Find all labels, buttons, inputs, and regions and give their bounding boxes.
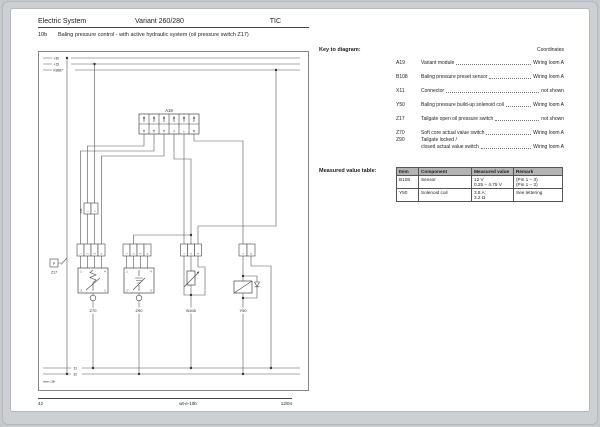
key-item-desc: Tailgate open oil pressure switch (421, 116, 494, 122)
table-header-cell: Measured value (472, 168, 514, 175)
key-item (319, 88, 564, 94)
cell-measured-value (472, 189, 514, 201)
key-item-leader (489, 78, 531, 79)
key-item-code: Z70 (396, 130, 405, 136)
remark-line1: (Pin 1 – 3) (516, 177, 538, 182)
a19-pin-4: 11 (172, 130, 176, 133)
z70-corner-1: 1 (80, 270, 82, 274)
key-item (319, 74, 564, 80)
key-header (319, 47, 564, 53)
cell-item: Y50 (397, 189, 419, 201)
measured-value-line2: 3.2 Ω (474, 195, 486, 200)
z90-label: Z90 (135, 308, 143, 313)
z90-corner-4: 4 (150, 270, 152, 274)
key-item-leader (481, 148, 531, 149)
key-item-desc: Baling pressure preset sensor (421, 74, 488, 80)
measured-value-line1: 12 V (474, 177, 484, 182)
key-item-coord: Wiring loom A (533, 102, 564, 108)
b108-pin-2: 2 (189, 253, 193, 255)
key-item-coord: not shown (541, 116, 564, 122)
z90-pin-2: 2 (132, 253, 136, 255)
key-item-code: Y50 (396, 102, 405, 108)
footer-doc-code: wt-e-10b (179, 401, 197, 406)
page-subtitle (38, 32, 249, 38)
key-item-desc: Soft core actual value switch (421, 130, 485, 136)
table-body (397, 175, 562, 201)
page-header (38, 18, 281, 25)
z90-pin-4: 4 (146, 253, 150, 255)
footer-page-number: 42 (38, 401, 44, 406)
ground-label-31: 31 (73, 366, 78, 371)
z70-corner-2: 2 (80, 289, 82, 293)
header-center: Variant 260/280 (135, 18, 184, 25)
key-item (319, 137, 564, 143)
x11-pin-1: 1 (87, 210, 90, 212)
table-row (397, 188, 562, 201)
b108-pin-1: 1 (182, 253, 186, 255)
key-item-coord: Wiring loom A (533, 130, 564, 136)
a19-pin-5: 7 (182, 131, 186, 133)
subtitle-number: 10b (38, 32, 48, 38)
table-header-row (397, 168, 562, 175)
right-column (319, 47, 564, 202)
measured-value-line2: 0.25 – 4.75 V (474, 182, 502, 187)
key-item-coord: not shown (541, 88, 564, 94)
key-item-coord: Wiring loom A (533, 74, 564, 80)
header-right: TIC (269, 18, 281, 25)
cell-item: B108 (397, 176, 419, 188)
diagram-note: swm-10b (43, 379, 56, 384)
y50-pin-2: 2 (249, 253, 253, 255)
key-item-desc: Variant module (421, 60, 455, 66)
key-item-leader (456, 64, 531, 65)
footer-date: 13/04 (280, 401, 292, 406)
header-rule (38, 27, 309, 28)
x11-label: X11 (79, 208, 83, 214)
table-header-cell: Remark (516, 169, 534, 174)
key-item (319, 130, 564, 136)
z17-symbol: P (52, 262, 56, 266)
z17-label: Z17 (50, 270, 58, 275)
z70-corner-3: 3 (104, 289, 106, 293)
z70-corner-4: 4 (104, 270, 106, 274)
coordinates-label: Coordinates (537, 47, 564, 53)
key-item-leader (495, 120, 539, 121)
y50-label: Y50 (239, 308, 247, 313)
remark-line2: (Pin 1 – 2) (516, 182, 538, 187)
z70-pin-1: 1 (79, 253, 83, 255)
z90-corner-1: 1 (126, 270, 128, 274)
key-item (319, 144, 564, 150)
z70-label: Z70 (89, 308, 97, 313)
z70-pin-3: 3 (93, 253, 97, 255)
document-page (10, 8, 590, 412)
remark-line1: See lettering (516, 190, 543, 195)
a19-pin-2: 46 (152, 129, 156, 133)
a19-pin-6: 35 (192, 129, 196, 133)
z90-pin-3: 3 (139, 253, 143, 255)
key-item-desc: Connector (421, 88, 445, 94)
key-item-coord: Wiring loom A (533, 60, 564, 66)
subtitle-text: Baling pressure control - with active hydraulic system (oil pressure switch Z17) (58, 32, 249, 38)
table-header-cell: Item (397, 168, 419, 175)
key-item-desc: Tailgate locked / (421, 137, 457, 143)
z90-corner-2: 2 (126, 289, 128, 293)
key-title: Key to diagram: (319, 47, 361, 53)
y50-pin-1: 1 (241, 253, 245, 255)
measured-value-section (319, 167, 564, 202)
key-item (319, 116, 564, 122)
z90-corner-3: 3 (150, 289, 152, 293)
b108-label: B108 (186, 308, 196, 313)
header-left: Electric System (38, 18, 87, 25)
measured-value-line1: 3.8 A; (474, 190, 486, 195)
b108-pin-3: 3 (196, 253, 200, 255)
key-item-code: Z90 (396, 137, 405, 143)
key-item-code: A19 (396, 60, 405, 66)
z70-pin-4: 4 (100, 253, 104, 255)
key-item-coord: Wiring loom A (533, 144, 564, 150)
cell-component: Sensor (419, 176, 472, 188)
bus-label-15: +15 (53, 62, 59, 67)
key-item-desc: Baling pressure build-up solenoid coil (421, 102, 504, 108)
key-item-desc: closed actual value switch (421, 144, 479, 150)
key-item (319, 60, 564, 66)
a19-pin-3: 12 (162, 129, 166, 133)
key-item-code: Z17 (396, 116, 405, 122)
z17-pressure-switch (50, 259, 58, 275)
z70-pin-2: 2 (86, 253, 90, 255)
x11-pin-2: 2 (94, 210, 97, 212)
key-items (319, 60, 564, 150)
key-item-code: B108 (396, 74, 408, 80)
footer-rule (38, 398, 292, 399)
bus-label-k9687: K9687 (53, 68, 63, 73)
z90-pin-1: 1 (125, 253, 129, 255)
ground-label-32: 32 (73, 372, 78, 377)
bus-label-30: +30 (53, 56, 59, 61)
cell-remark (514, 189, 562, 201)
cell-remark (514, 176, 562, 188)
key-item-leader (446, 92, 539, 93)
key-item-leader (506, 106, 531, 107)
key-item-code: X11 (396, 88, 405, 94)
cell-measured-value (472, 176, 514, 188)
table-header-cell: Component (419, 168, 472, 175)
cell-component: Solenoid coil (419, 189, 472, 201)
a19-label: A19 (165, 108, 173, 113)
a19-pin-1: 48 (142, 129, 146, 133)
table-row (397, 175, 562, 188)
measured-value-title: Measured value table: (319, 168, 377, 174)
wiring-diagram (38, 51, 309, 391)
key-item (319, 102, 564, 108)
diagram-frame (39, 52, 309, 391)
measured-value-table (396, 167, 563, 202)
key-item-leader (486, 134, 531, 135)
